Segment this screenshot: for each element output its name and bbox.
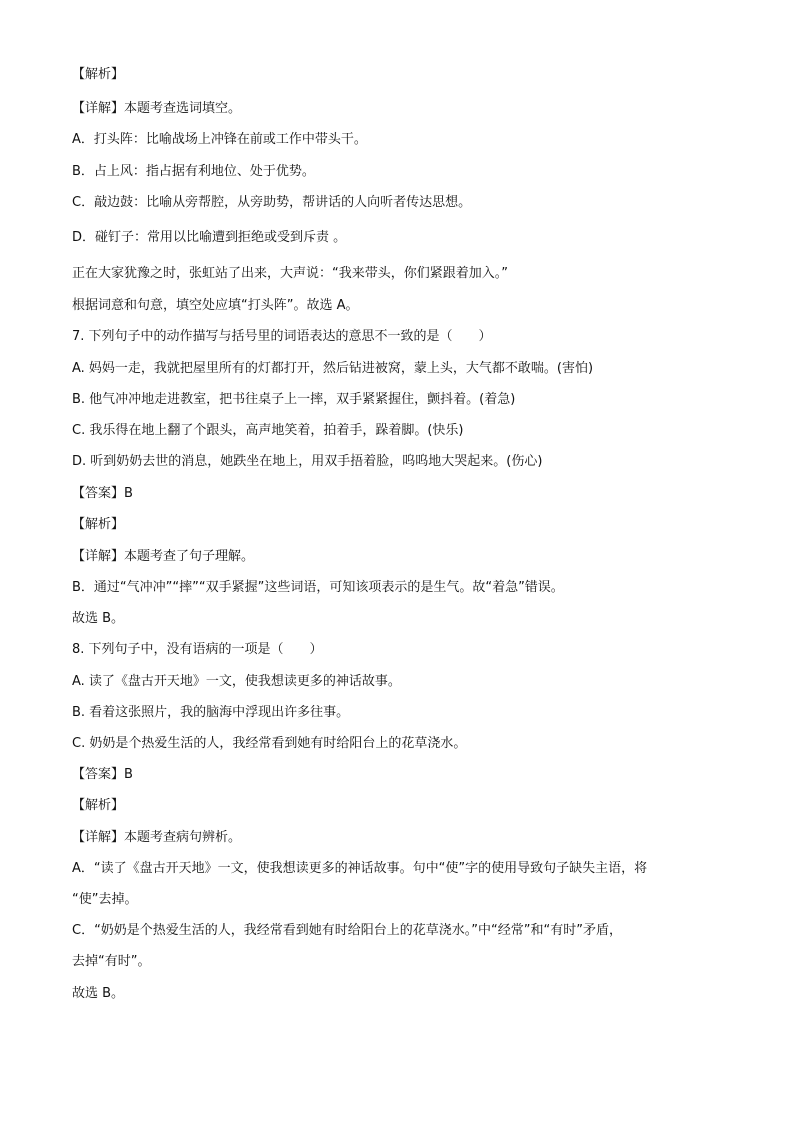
question-8-choice: 故选 B。 (72, 986, 125, 1001)
detail-heading: 【详解】本题考查选词填空。 (72, 101, 242, 116)
question-8-option-b: B. 看着这张照片，我的脑海中浮现出许多往事。 (72, 705, 350, 720)
question-8-option-a: A. 读了《盘古开天地》一文，使我想读更多的神话故事。 (72, 674, 401, 689)
question-8-explanation-c-line1: C．“奶奶是个热爱生活的人，我经常看到她有时给阳台上的花草浇水。”中“经常”和“有时”矛盾， (72, 923, 622, 938)
option-c-explanation: C．敲边鼓：比喻从旁帮腔，从旁助势，帮讲话的人向听者传达思想。 (72, 195, 472, 210)
question-7-option-d: D. 听到奶奶去世的消息，她跌坐在地上，用双手捂着脸，呜呜地大哭起来。(伤心) (72, 454, 543, 469)
question-7-detail: 【详解】本题考查了句子理解。 (72, 549, 255, 564)
conclusion-line: 根据词意和句意，填空处应填“打头阵”。故选 A。 (72, 298, 359, 313)
question-7-answer: 【答案】B (72, 486, 133, 501)
question-8-explanation-a-line2: “使”去掉。 (72, 892, 138, 907)
question-8-stem: 8. 下列句子中，没有语病的一项是（ ） (72, 642, 323, 657)
question-8-explanation-c-line2: 去掉“有时”。 (72, 954, 151, 969)
option-a-explanation: A．打头阵：比喻战场上冲锋在前或工作中带头干。 (72, 132, 367, 147)
question-7-option-c: C. 我乐得在地上翻了个跟头，高声地笑着，拍着手，跺着脚。(快乐) (72, 423, 464, 438)
question-8-answer: 【答案】B (72, 767, 133, 782)
question-7-option-a: A. 妈妈一走，我就把屋里所有的灯都打开，然后钻进被窝，蒙上头，大气都不敢喘。(害怕) (72, 361, 594, 376)
option-b-explanation: B．占上风：指占据有利地位、处于优势。 (72, 164, 315, 179)
question-8-detail: 【详解】本题考查病句辨析。 (72, 830, 242, 845)
question-8-option-c: C. 奶奶是个热爱生活的人，我经常看到她有时给阳台上的花草浇水。 (72, 736, 467, 751)
question-8-analysis-heading: 【解析】 (72, 798, 125, 813)
question-7-explanation: B．通过“气冲冲”“摔”“双手紧握”这些词语，可知该项表示的是生气。故“着急”错误。 (72, 580, 564, 595)
question-7-stem: 7. 下列句子中的动作描写与括号里的词语表达的意思不一致的是（ ） (72, 329, 492, 344)
section-heading-analysis: 【解析】 (72, 67, 125, 82)
option-d-explanation: D．碰钉子：常用以比喻遭到拒绝或受到斥责 。 (72, 230, 347, 245)
question-8-explanation-a-line1: A．“读了《盘古开天地》一文，使我想读更多的神话故事。句中“使”字的使用导致句子缺失主语，将 (72, 861, 648, 876)
question-7-analysis-heading: 【解析】 (72, 517, 125, 532)
question-7-choice: 故选 B。 (72, 611, 125, 626)
question-7-option-b: B. 他气冲冲地走进教室，把书往桌子上一摔，双手紧紧握住，颤抖着。(着急) (72, 392, 516, 407)
example-sentence: 正在大家犹豫之时，张虹站了出来，大声说：“我来带头，你们紧跟着加入。” (72, 266, 508, 281)
